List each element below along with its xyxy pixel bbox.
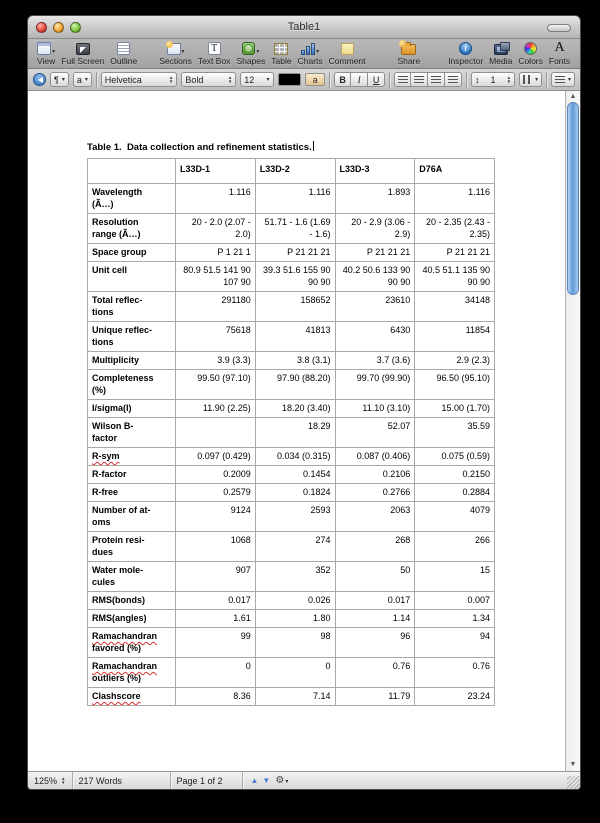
list-icon: [555, 76, 565, 84]
next-page-button[interactable]: ▼: [262, 776, 271, 785]
pages-window: [27, 15, 581, 790]
value-cell[interactable]: [176, 418, 256, 448]
value-cell[interactable]: P 1 21 1: [176, 244, 256, 262]
zoom-stepper-icon[interactable]: ▲ ▼: [61, 775, 66, 785]
value-cell[interactable]: 15.00 (1.70): [415, 400, 495, 418]
column-header[interactable]: D76A: [415, 159, 495, 184]
list-style-dropdown[interactable]: [551, 72, 575, 87]
value-cell[interactable]: 0.097 (0.429): [176, 448, 256, 466]
value-cell[interactable]: 0.2884: [415, 484, 495, 502]
line-spacing-control[interactable]: ↕ 1 ▲ ▼: [471, 72, 515, 87]
row-label-cell[interactable]: Unique reflec- tions: [88, 322, 176, 352]
value-cell[interactable]: 98: [255, 628, 335, 658]
value-cell[interactable]: P 21 21 21: [255, 244, 335, 262]
column-header[interactable]: L33D-2: [255, 159, 335, 184]
row-label-cell[interactable]: R-factor: [88, 466, 176, 484]
sections-button[interactable]: [159, 40, 192, 66]
value-cell[interactable]: 11.10 (3.10): [335, 400, 415, 418]
align-justify-icon: [448, 76, 458, 84]
value-cell[interactable]: 9124: [176, 502, 256, 532]
value-cell[interactable]: 35.59: [415, 418, 495, 448]
row-label-cell[interactable]: Completeness (%): [88, 370, 176, 400]
table-caption: Table 1. Data collection and refinement statistics.: [87, 142, 312, 153]
window-title: Table1: [287, 21, 321, 33]
align-justify-button[interactable]: [445, 72, 462, 87]
value-cell[interactable]: 3.9 (3.3): [176, 352, 256, 370]
align-left-button[interactable]: [394, 72, 411, 87]
value-cell[interactable]: 99.70 (99.90): [335, 370, 415, 400]
table-button[interactable]: [271, 40, 291, 66]
chevron-down-icon: ▾: [256, 49, 260, 55]
text-box-icon: T: [208, 42, 221, 55]
value-cell[interactable]: 15: [415, 562, 495, 592]
divider: [546, 72, 547, 88]
value-cell[interactable]: 94: [415, 628, 495, 658]
table-row: [88, 658, 495, 688]
chevron-down-icon: ▾: [266, 76, 270, 83]
value-cell[interactable]: 23.24: [415, 688, 495, 706]
value-cell[interactable]: 0.2150: [415, 466, 495, 484]
value-cell[interactable]: 96: [335, 628, 415, 658]
value-cell[interactable]: 99.50 (97.10): [176, 370, 256, 400]
typeface-select[interactable]: Bold ▲ ▼: [181, 72, 236, 87]
value-cell[interactable]: 0.075 (0.59): [415, 448, 495, 466]
value-cell[interactable]: 75618: [176, 322, 256, 352]
row-label-cell[interactable]: Resolution range (Ã…): [88, 214, 176, 244]
table-row: [88, 610, 495, 628]
value-cell[interactable]: 50: [335, 562, 415, 592]
column-header[interactable]: L33D-3: [335, 159, 415, 184]
row-label-cell[interactable]: R-sym: [88, 448, 176, 466]
value-cell[interactable]: 0.2009: [176, 466, 256, 484]
value-cell[interactable]: 51.71 - 1.6 (1.69 - 1.6): [255, 214, 335, 244]
table-header-row: [88, 159, 495, 184]
value-cell[interactable]: 1.116: [415, 184, 495, 214]
value-cell[interactable]: 1.61: [176, 610, 256, 628]
value-cell[interactable]: 266: [415, 532, 495, 562]
row-label-cell[interactable]: Wilson B- factor: [88, 418, 176, 448]
media-button[interactable]: [489, 40, 512, 66]
value-cell[interactable]: 1.34: [415, 610, 495, 628]
toolbar-label: Share: [397, 56, 421, 66]
scroll-up-arrow-icon[interactable]: ▲: [569, 93, 577, 100]
colors-button[interactable]: [518, 40, 543, 66]
row-label-cell[interactable]: Clashscore: [88, 688, 176, 706]
chevron-down-icon: ▾: [52, 49, 56, 55]
toolbar-label: Media: [489, 56, 513, 66]
chevron-down-icon: ▾: [181, 49, 185, 55]
toolbar-label: Fonts: [548, 56, 571, 66]
view-icon: [37, 42, 51, 55]
charts-icon: [301, 42, 315, 55]
row-label-cell[interactable]: Space group: [88, 244, 176, 262]
value-cell[interactable]: 2063: [335, 502, 415, 532]
value-cell[interactable]: 41813: [255, 322, 335, 352]
value-cell[interactable]: 11.79: [335, 688, 415, 706]
value-cell[interactable]: 0.017: [335, 592, 415, 610]
divider: [329, 72, 330, 88]
resize-grip[interactable]: [567, 776, 580, 789]
align-right-button[interactable]: [428, 72, 445, 87]
table-row: [88, 322, 495, 352]
value-cell[interactable]: 3.8 (3.1): [255, 352, 335, 370]
align-center-button[interactable]: [411, 72, 428, 87]
value-cell[interactable]: 2.9 (2.3): [415, 352, 495, 370]
value-cell[interactable]: 1.14: [335, 610, 415, 628]
table-row: [88, 352, 495, 370]
shapes-button[interactable]: [236, 40, 265, 66]
value-cell[interactable]: 18.20 (3.40): [255, 400, 335, 418]
table-row: [88, 262, 495, 292]
value-cell[interactable]: 80.9 51.5 141 90 107 90: [176, 262, 256, 292]
value-cell[interactable]: P 21 21 21: [335, 244, 415, 262]
page-indicator: Page 1 of 2: [171, 772, 243, 789]
value-cell[interactable]: 0.026: [255, 592, 335, 610]
chevron-down-icon: ▾: [535, 76, 539, 83]
gear-menu-button[interactable]: [275, 775, 288, 786]
value-cell[interactable]: 0.2106: [335, 466, 415, 484]
value-cell[interactable]: 907: [176, 562, 256, 592]
value-cell[interactable]: 0.007: [415, 592, 495, 610]
row-label-cell[interactable]: Protein resi- dues: [88, 532, 176, 562]
row-label-cell[interactable]: Wavelength (Ã…): [88, 184, 176, 214]
value-cell[interactable]: 39.3 51.6 155 90 90 90: [255, 262, 335, 292]
value-cell[interactable]: 18.29: [255, 418, 335, 448]
value-cell[interactable]: 158652: [255, 292, 335, 322]
view-button[interactable]: [37, 40, 55, 66]
value-cell[interactable]: 20 - 2.9 (3.06 - 2.9): [335, 214, 415, 244]
chevron-down-icon: ▾: [316, 49, 320, 55]
value-cell[interactable]: 1.116: [176, 184, 256, 214]
row-label-cell[interactable]: Unit cell: [88, 262, 176, 292]
word-count: 217 Words: [73, 772, 171, 789]
table-row: [88, 466, 495, 484]
fonts-button[interactable]: [549, 40, 570, 66]
outline-icon: [117, 42, 130, 55]
row-label-cell[interactable]: Number of at- oms: [88, 502, 176, 532]
toolbar-label: Table: [271, 56, 292, 66]
stepper-icon: ▲ ▼: [227, 74, 233, 84]
paragraph-icon: ¶: [54, 74, 59, 85]
value-cell[interactable]: 7.14: [255, 688, 335, 706]
inspector-button[interactable]: [448, 40, 483, 66]
corner-cell[interactable]: [88, 159, 176, 184]
stats-table: [87, 158, 495, 706]
table-row: [88, 484, 495, 502]
table-row: [88, 418, 495, 448]
stepper-icon: ▲ ▼: [506, 74, 512, 84]
value-cell[interactable]: 20 - 2.0 (2.07 - 2.0): [176, 214, 256, 244]
table-row: [88, 628, 495, 658]
document-page[interactable]: [28, 91, 565, 771]
column-header[interactable]: L33D-1: [176, 159, 256, 184]
value-cell[interactable]: 0.76: [415, 658, 495, 688]
value-cell[interactable]: 0.1824: [255, 484, 335, 502]
value-cell[interactable]: 1.116: [255, 184, 335, 214]
row-label-cell[interactable]: Multiplicity: [88, 352, 176, 370]
toolbar-label: Charts: [297, 56, 323, 66]
toolbar-label: Colors: [518, 56, 543, 66]
underline-button[interactable]: U: [368, 72, 385, 87]
inspector-icon: i: [459, 42, 472, 55]
previous-page-button[interactable]: ▲: [250, 776, 259, 785]
vertical-scrollbar[interactable]: [565, 91, 580, 771]
value-cell[interactable]: 0.2579: [176, 484, 256, 502]
value-cell[interactable]: 6430: [335, 322, 415, 352]
value-cell[interactable]: P 21 21 21: [415, 244, 495, 262]
row-label-cell[interactable]: Water mole- cules: [88, 562, 176, 592]
row-label-cell[interactable]: Total reflec- tions: [88, 292, 176, 322]
value-cell[interactable]: 0.087 (0.406): [335, 448, 415, 466]
value-cell[interactable]: 11854: [415, 322, 495, 352]
char-style-icon: a: [76, 74, 82, 85]
value-cell[interactable]: 0.034 (0.315): [255, 448, 335, 466]
row-label-cell[interactable]: R-free: [88, 484, 176, 502]
value-cell[interactable]: 1068: [176, 532, 256, 562]
window-titlebar[interactable]: [28, 16, 580, 39]
columns-icon: [523, 75, 532, 84]
value-cell[interactable]: 1.893: [335, 184, 415, 214]
comment-icon: [341, 43, 354, 55]
value-cell[interactable]: 4079: [415, 502, 495, 532]
chevron-down-icon: ▾: [285, 779, 289, 785]
zoom-level: 125%: [34, 775, 58, 786]
color-wheel-icon: [524, 42, 537, 55]
align-left-icon: [398, 76, 408, 84]
value-cell[interactable]: 40.2 50.6 133 90 90 90: [335, 262, 415, 292]
table-row: [88, 400, 495, 418]
table-row: [88, 688, 495, 706]
table-row: [88, 292, 495, 322]
paragraph-style-dropdown[interactable]: [50, 72, 69, 87]
align-right-icon: [431, 76, 441, 84]
value-cell[interactable]: 268: [335, 532, 415, 562]
media-icon: [494, 44, 508, 55]
value-cell[interactable]: 23610: [335, 292, 415, 322]
row-label-cell[interactable]: RMS(angles): [88, 610, 176, 628]
scroll-down-arrow-icon[interactable]: ▼: [569, 761, 577, 768]
outline-button[interactable]: [110, 40, 137, 66]
value-cell[interactable]: 0.017: [176, 592, 256, 610]
main-toolbar: [28, 39, 580, 69]
full-screen-button[interactable]: [61, 40, 104, 66]
share-button[interactable]: [398, 40, 421, 66]
value-cell[interactable]: 0.1454: [255, 466, 335, 484]
toolbar-label: Inspector: [448, 56, 484, 66]
character-style-dropdown[interactable]: [73, 72, 92, 87]
value-cell[interactable]: 0: [176, 658, 256, 688]
value-cell[interactable]: 0.2766: [335, 484, 415, 502]
toolbar-label: View: [37, 56, 56, 66]
value-cell[interactable]: 8.36: [176, 688, 256, 706]
format-bar: [28, 69, 580, 91]
value-cell[interactable]: 291180: [176, 292, 256, 322]
table-row: [88, 502, 495, 532]
table-row: [88, 562, 495, 592]
text-cursor: [313, 141, 314, 151]
text-color-well[interactable]: [278, 73, 302, 86]
value-cell[interactable]: 3.7 (3.6): [335, 352, 415, 370]
italic-button[interactable]: I: [351, 72, 368, 87]
align-center-icon: [414, 76, 424, 84]
charts-button[interactable]: [298, 40, 323, 66]
row-label-cell[interactable]: Ramachandran outliers (%): [88, 658, 176, 688]
stepper-icon: ▲ ▼: [168, 74, 174, 84]
toolbar-label: Sections: [159, 56, 192, 66]
line-spacing-icon: ↕: [474, 74, 480, 85]
value-cell[interactable]: 1.80: [255, 610, 335, 628]
font-size-select[interactable]: 12 ▾: [240, 72, 273, 87]
table-row: [88, 448, 495, 466]
row-label-cell[interactable]: I/sigma(I): [88, 400, 176, 418]
shapes-icon: [242, 42, 255, 55]
toolbar-toggle-button[interactable]: [547, 24, 571, 32]
divider: [466, 72, 467, 88]
font-family-select[interactable]: Helvetica ▲ ▼: [101, 72, 178, 87]
status-bar: [28, 771, 580, 789]
comment-button[interactable]: [329, 40, 366, 66]
bold-button[interactable]: B: [334, 72, 351, 87]
value-cell[interactable]: 52.07: [335, 418, 415, 448]
value-cell[interactable]: 99: [176, 628, 256, 658]
fonts-icon: A: [554, 40, 565, 55]
highlight-a-glyph: a: [312, 74, 318, 85]
value-cell[interactable]: 274: [255, 532, 335, 562]
value-cell[interactable]: 11.90 (2.25): [176, 400, 256, 418]
toolbar-label: Text Box: [197, 56, 231, 66]
sections-icon: [167, 43, 181, 55]
chevron-down-icon: ▾: [84, 76, 88, 83]
table-row: [88, 244, 495, 262]
toolbar-label: Comment: [328, 56, 366, 66]
chevron-down-icon: ▾: [61, 76, 65, 83]
value-cell[interactable]: 40.5 51.1 135 90 90 90: [415, 262, 495, 292]
divider: [389, 72, 390, 88]
value-cell[interactable]: 20 - 2.35 (2.43 - 2.35): [415, 214, 495, 244]
share-icon: [401, 44, 416, 55]
value-cell[interactable]: 2593: [255, 502, 335, 532]
value-cell[interactable]: 352: [255, 562, 335, 592]
zoom-control[interactable]: [28, 772, 73, 789]
highlight-color-well[interactable]: [305, 73, 325, 86]
value-cell[interactable]: 0.76: [335, 658, 415, 688]
table-icon: [274, 43, 288, 55]
toolbar-label: Outline: [110, 56, 138, 66]
table-row: [88, 592, 495, 610]
scrollbar-thumb[interactable]: [567, 102, 579, 295]
gear-icon: ⚙: [275, 775, 285, 786]
chevron-down-icon: ▾: [568, 76, 572, 83]
value-cell[interactable]: 96.50 (95.10): [415, 370, 495, 400]
full-screen-icon: [76, 43, 90, 55]
format-bar-toggle-button[interactable]: [33, 73, 46, 86]
toolbar-label: Shapes: [236, 56, 266, 66]
divider: [96, 72, 97, 88]
table-row: [88, 214, 495, 244]
value-cell[interactable]: 0: [255, 658, 335, 688]
table-row: [88, 184, 495, 214]
text-box-button[interactable]: [198, 40, 231, 66]
row-label-cell[interactable]: RMS(bonds): [88, 592, 176, 610]
table-row: [88, 370, 495, 400]
value-cell[interactable]: 97.90 (88.20): [255, 370, 335, 400]
toolbar-label: Full Screen: [61, 56, 105, 66]
value-cell[interactable]: 34148: [415, 292, 495, 322]
columns-dropdown[interactable]: [519, 72, 542, 87]
table-row: [88, 532, 495, 562]
row-label-cell[interactable]: Ramachandran favored (%): [88, 628, 176, 658]
